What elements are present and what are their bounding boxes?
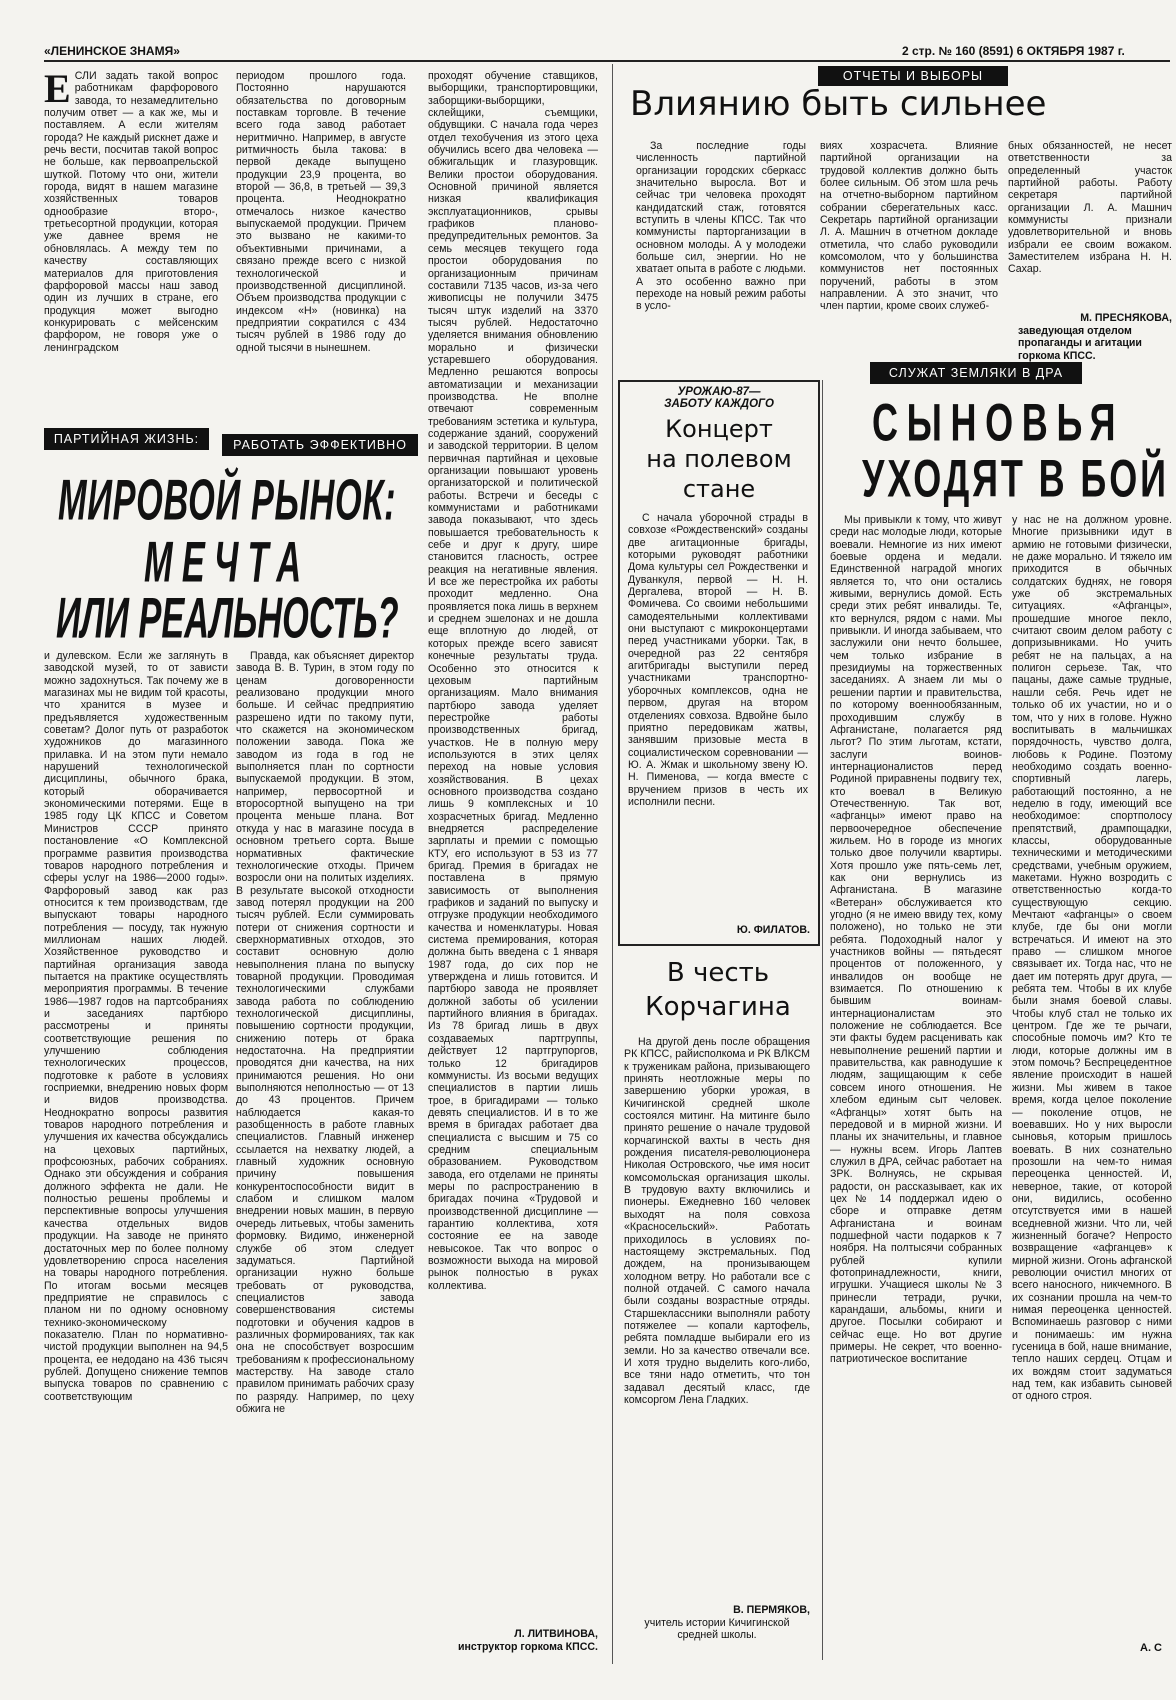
korchagin-signature xyxy=(624,1604,810,1642)
sons-title-line-2: УХОДЯТ В БОЙ xyxy=(862,449,1169,508)
elections-rubric: ОТЧЕТЫ И ВЫБОРЫ xyxy=(818,66,1008,86)
dropcap: Е xyxy=(44,70,71,111)
harvest-text xyxy=(628,512,808,892)
sons-col-1 xyxy=(830,514,1002,1654)
harvest-rubric-line-1: УРОЖАЮ-87— xyxy=(677,386,761,398)
elections-col-3-text: бных обязанностей, не несет ответственности за определенный участок партийной работы. Работу секретаря партийной организации Л. А. Машнич коммунисты признали удовлетворительной и вновь избрали ее своим вожаком. Заместителем избрана Н. Н. Сахар. xyxy=(1008,140,1172,276)
sons-title-line-1: СЫНОВЬЯ xyxy=(872,393,1125,452)
masthead-paper-name: «ЛЕНИНСКОЕ ЗНАМЯ» xyxy=(44,44,180,58)
sons-rubric: СЛУЖАТ ЗЕМЛЯКИ В ДРА xyxy=(870,362,1082,384)
party-col-1-text: и дулевском. Если же заглянуть в заводской музей, то от зависти можно задохнуться. Так почему же в магазинах мы не видим той красоты, что хранится в музее и предъявляется художественным советам? Долог путь от разработок художников до магазинного прилавка. И на этом пути немало нарушений технологической дисциплины, обычного брака, который оборачивается экономическими потерями. Еще в 1985 году ЦК КПСС и Советом Министров СССР принято постановление «О Комплексной программе развития производства товаров народного потребления и сферы услуг на 1986—2000 годы». Фарфоровый завод как раз относится к тем производствам, где выпускают товары народного потребления — посуду, так нужную миллионам наших людей. Хозяйственное руководство и партийная организация завода пытается на практике осуществлять мероприятия программы. В течение 1986—1987 годов на партсобраниях и заседаниях партбюро рассмотрены и приняты соответствующие решения по улучшению соблюдения технологических процессов, подготовке к работе в условиях госприемки, внедрению новых форм и видов производства. Неоднократно вопросы развития товаров народного потребления и улучшения их качества обсуждались на цеховых партийных, профсоюзных, рабочих собраниях. Однако эти обсуждения и собрания должного эффекта не дали. Не полностью решены проблемы и перспективные вопросы улучшения качества отдельных видов продукции. На заводе не принято достаточных мер по более полному удовлетворению спроса населения на товары народного потребления. По итогам восьми месяцев предприятие не справилось с планом ни по одному основному технико-экономическому показателю. План по нормативно-чистой продукции выполнен на 94,5 процента, ее недодано на 436 тысяч рублей. Допущено снижение темпов выпуска товаров по сравнению с соответствующим xyxy=(44,650,228,1403)
masthead-issue-info: 2 стр. № 160 (8591) 6 ОКТЯБРЯ 1987 г. xyxy=(902,44,1125,58)
korchagin-signature-name: В. ПЕРМЯКОВ, xyxy=(733,1604,810,1616)
party-rubric-right: РАБОТАТЬ ЭФФЕКТИВНО xyxy=(222,434,418,456)
harvest-title-line-3: стане xyxy=(682,475,756,503)
intro-col-2-text: периодом прошлого года. Постоянно нарушаются обязательства по договорным поставкам торговле. В течение всего года завод работает неритмично. Например, в августе ритмичность была такова: в первой декаде выпущено продукции 23,9 процента, во второй — 36,8, в третьей — 39,3 процента. Неоднократно отмечалось низкое качество выпускаемой продукции. Причем это вызвано не какими-то объективными причинами, а связано прежде всего с низкой технологической и производственной дисциплиной. Объем производства продукции с индексом «Н» (новинка) на предприятии сократился с 434 тысяч рублей в 1986 году до одной тысячи в нынешнем. xyxy=(236,70,406,354)
harvest-box xyxy=(618,380,820,946)
masthead-rule xyxy=(44,60,1170,62)
korchagin-col xyxy=(624,1036,810,1576)
elections-col-1-text: За последние годы численность партийной организации городских сберкасс значительно выросла. Вот и сейчас три человека проходят кандидатский стаж, готовятся вступить в члены КПСС. Так что коммунисты парторганизации в основном молоды. А у молодежи больше сил, энергии. Но не хватает опыта в работе с людьми. А это особенно важно при переходе на новый режим работы в усло- xyxy=(636,140,806,313)
korchagin-signature-role: учитель истории Кичигинской средней школы. xyxy=(644,1616,790,1641)
harvest-title-line-2: на полевом xyxy=(646,445,792,473)
party-col-3-text: проходят обучение ставщиков, выборщики, транспортировщики, заборщики-выборщики, склейщики, съемщики, обдувщики. С начала года через отдел техобучения из этого цеха обучились всего два человека — обжигальщик и глазуровщик. Велики простои оборудования. Основной причиной является низкая квалификация эксплуатационников, срывы графиков планово-предупредительных ремонтов. За семь месяцев текущего года простои оборудования по организационным причинам составили 7135 часов, из-за чего живописцы не получили 3475 тысяч штук изделий на 3370 тысяч рублей. Недостаточно уделяется внимания обновлению морально и физически устаревшего оборудования. Медленно решаются вопросы автоматизации и механизации производства. Не вполне отвечают современным требованиям эстетика и культура, содержание зданий, сооружений и заводской территории. В целом первичная партийная и цеховые организации повышают уровень организаторской и политической работы. Встречи и беседы с коммунистами и работниками завода показывают, что здесь повышается требовательность к себе и друг к другу, шире становится гласность, острее реакция на негативные явления. И все же перестройка их работы проходит медленно. Она проявляется пока лишь в верхнем и среднем эшелонах и не дошла еще вплотную до людей, от которых прежде всего зависят конечные результаты труда. Особенно это относится к цеховым партийным организациям. Мало внимания партбюро завода уделяет перестройке работы производственных бригад, участков. Не в полную меру используются в этих целях переход на новые условия хозяйствования. В цехах основного производства создано лишь 9 комплексных и 10 хозрасчетных бригад. Медленно внедряется распределение зарплаты и премии с помощью КТУ, его используют в 53 из 77 бригад. Премия в бригадах не поставлена в прямую зависимость от выполнения графиков и заданий по выпуску и отгрузке продукции необходимого качества и номенклатуры. Новая система премирования, которая должна быть введена с 1 января 1987 года, до сих пор не утверждена и лишь готовится. И партбюро завода не проявляет должной заботы об усилении партийного влияния в бригадах. Из 78 бригад лишь в двух создаваемых партгруппы, действует 12 партгрупоргов, только 12 бригадиров коммунисты. Из восьми ведущих специалистов в партии лишь трое, в бригадирами — только девять специалистов. И в то же время в бригадах работает два специалиста с высшим и 75 со средним специальным образованием. Руководством завода, его отделами не приняты меры по распространению в бригадах почина «Трудовой и производственной дисциплине — гарантию коллектива, хотя состояние ее на заводе невысокое. Так что вопрос о возможности выхода на мировой рынок полностью в руках коллектива. xyxy=(428,70,598,1292)
sons-col-2 xyxy=(1012,514,1172,1634)
elections-signature-role: заведующая отделом пропаганды и агитации горкома КПСС. xyxy=(1018,324,1142,362)
party-col-3 xyxy=(428,70,598,1625)
party-col-2 xyxy=(236,650,414,1660)
harvest-rubric-line-2: ЗАБОТУ КАЖДОГО xyxy=(664,398,774,410)
intro-col-1 xyxy=(44,70,218,422)
column-rule-1 xyxy=(612,64,613,1664)
party-title-line-1: МИРОВОЙ РЫНОК: xyxy=(58,469,397,533)
korchagin-text: На другой день после обращения РК КПСС, райисполкома и РК ВЛКСМ к труженикам района, призывающего принять неотложные меры по завершению уборки урожая, в Кичигинской средней школе состоялся митинг. На митинге было принято решение о начале трудовой корчагинской вахты в честь дня рождения писателя-революционера Николая Островского, чье имя носит комсомольская организация школы. В трудовую вахту включились и пионеры. Ежедневно 160 человек выходят на поля совхоза «Красносельский». Работать приходилось в условиях по-настоящему экстремальных. Под дождем, на пронизывающем холодном ветру. Но работали все с полной отдачей. С самого начала были созданы возрастные отряды. Старшеклассники выполняли работу потяжелее — копали картофель, ребята помладше выбирали его из земли. Но за качество отвечали все. И хотя трудно выделить кого-либо, все тяни надо отметить, что тон задавал десятый класс, где комсоргом Лена Гладких. xyxy=(624,1036,810,1406)
korchagin-title-line-2: Корчагина xyxy=(645,992,791,1022)
sons-col-1-text: Мы привыкли к тому, что живут среди нас молодые люди, которые воевали. Немногие из них имеют боевые ордена и медали. Единственной наградой многих является то, что они остались живыми, вернулись домой. Есть среди этих ребят инвалиды. Те, кто вернулся, рядом с нами. Мы привыкли. И иногда забываем, что заслужили они нечто большее, чем только избрание в президиумы на торжественных заседаниях. А знаем ли мы о решении партии и правительства, по которому военнообязанным, проходившим службу в Афганистане, полагается ряд льгот? По этим льготам, кстати, заслуги воинов-интернационалистов перед Родиной приравнены подвигу тех, кто воевал в Великую Отечественную. Так вот, «афганцы» имеют право на первоочередное обеспечение жильем. Но в городе из многих только двое получили квартиры. Хотя прошло уже пять-семь лет, как они вернулись из Афганистана. В магазине «Ветеран» обслуживается кто угодно (я не имею ввиду тех, кому положено), но только не эти ребята. Подоходный налог у участников войны — пятьдесят процентов от положенного, у инвалидов он вообще не взимается. По отношению к бывшим воинам-интернационалистам это положение не соблюдается. Все эти факты будем расценивать как невыполнение решений партии и правительства, как равнодушие к людям, защищающим к себе совсем иного отношения. Не хлебом единым сыт человек. «Афганцы» хотят быть на передовой и в мирной жизни. И планы их значительны, и главное — нужны всем. Игорь Лаптев служил в ДРА, сейчас работает на ЗРК. Волнуясь, не скрывая радости, он рассказывает, как их цех № 14 поддержал идею о сборе и отправке детям Афганистана и воинам подшефной части подарков к 7 ноября. На полтысячи собранных рублей купили фотопринадлежности, книги, игрушки. Учащиеся школы № 3 принесли тетради, ручки, карандаши, альбомы, книги и другое. Посылки собирают и сейчас еще. Но вот другие примеры. Не секрет, что военно-патриотическое воспитание xyxy=(830,514,1002,1366)
harvest-title-line-1: Концерт xyxy=(665,415,773,443)
party-col-1 xyxy=(44,650,228,1660)
party-signature-role: инструктор горкома КПСС. xyxy=(457,1640,598,1653)
party-rubric xyxy=(44,428,418,458)
party-signature xyxy=(428,1628,598,1653)
sons-col-2-text: у нас не на должном уровне. Многие призывники идут в армию не готовыми физически, не даже морально. И тяжело им приходится в обычных солдатских буднях, не говоря уже об экстремальных ситуациях. «Афганцы», прошедшие многое пекло, считают своим делом работу с допризывниками. Но учить ребят не на пальцах, а на полигон серьезе. Так, что пацаны, даже самые трудные, нашли себя. Речь идет не только об их участии, но и о том, что у них в голове. Нужно воспитывать в мальчишках порядочность, чувство долга, любовь к Родине. Поэтому необходимо создать военно-спортивный лагерь, работающий постоянно, а не неделю в году, имеющий все необходимое: спортполосу препятствий, дрампощадки, классы, оборудованные техническими и методическими средствами, учебным оружием, макетами. Нужно возродить с ответственностью когда-то существующую секцию. Мечтают «афганцы» о своем клубе, где бы они могли встречаться. И имеют на это право — слишком многое связывает их. Тогда нас, что не дает им потерять друг друга, — ребята тем. Чтобы в их клубе были знамя боевой славы. Чтобы клуб стал не только их центром. Где же те рычаги, способные помочь им? Кто те люди, которые должны им в этом помочь? Беспрецедентное явление происходит в нашей жизни. Мы живем в такое время, когда целое поколение — поколение отцов, не воевавших. Но у них выросли сыновья, которым пришлось воевать. В них сознательно прозошли на чем-то нимая переоценка ценностей. И, неверное, такие, от которой они, видились, особенно отсутствуется ими в нашей вседневной жизни. Что ли, чей жизненный богаче? Непросто возвращение «афганцев» к мирной жизни. Огонь афганской революции очистил многих от всего наносного, никчемного. В их сознании прошла на чем-то нимая переоценка ценностей. Вспоминаешь разговор с ними и понимаешь: им нужна гусеница в бой, наше внимание, тепло наших сердец. Отцам и их вождям стоит задуматься над тем, как избавить сыновей от одного строя. xyxy=(1012,514,1172,1403)
elections-col-2-text: виях хозрасчета. Влияние партийной организации на трудовой коллектив должно быть более сильным. Об этом шла речь на отчетно-выборном партийном собрании сберегательных касс. Секретарь партийной организации Л. А. Машнич в отчетном докладе отметила, что слабо руководили комсомолом, что у большинства коммунистов нет постоянных поручений, работы в этом направлении. А это значит, что член партии, кроме своих служеб- xyxy=(820,140,998,313)
harvest-text-body: С начала уборочной страды в совхозе «Рождественский» созданы две агитационные бригады, которыми руководят работники Дома культуры сел Рождественки и Дуванкуля, первой — Н. Н. Дергалева, второй — Н. В. Фомичева. Со своими небольшими самодеятельными коллективами они выступают с микроконцертами перед участниками уборки. Так, в очередной раз 22 сентября агитбригады выступили перед участниками транспортно-уборочных комплексов, одна не первом, другая на втором отделениях совхоза. Вдвойне было приятно передовикам жатвы, занявшим призовые места в социалистическом соревновании — Ю. А. Жмак и школьному звену Ю. Н. Пименова, — когда вместе с вручением призов в честь их исполнили песни. xyxy=(628,512,808,808)
korchagin-title-line-1: В честь xyxy=(666,958,770,988)
elections-title: Влиянию быть сильнее xyxy=(630,84,1047,124)
elections-signature-name: М. ПРЕСНЯКОВА, xyxy=(1080,312,1172,324)
elections-signature xyxy=(1008,312,1172,362)
intro-col-2 xyxy=(236,70,406,422)
intro-col-1-text: СЛИ задать такой вопрос работникам фарфорового завода, то незамедлительно получим ответ — а как же, мы и поставляем. А если жителям города? Не каждый рискнет даже и речь вести, посчитав такой вопрос не больше, как первоапрельской шуткой. Потому что они, жители города, видят в нашем магазине хозяйственных товаров однообразие второ-, третьесортной продукции, которая уже давнее время не обновлялась. А между тем по качеству составляющих материалов для приготовления фарфоровой массы наш завод один из лучших в стране, его продукция может выгодно конкурировать с мейсенским фарфором, не говоря уже о ленинградском xyxy=(44,70,218,354)
harvest-signature: Ю. ФИЛАТОВ. xyxy=(736,924,810,936)
sons-signature: А. С xyxy=(1140,1642,1162,1654)
party-rubric-left: ПАРТИЙНАЯ ЖИЗНЬ: xyxy=(44,428,209,450)
party-signature-name: Л. ЛИТВИНОВА, xyxy=(514,1628,598,1640)
elections-col-1 xyxy=(636,140,806,352)
elections-col-3 xyxy=(1008,140,1172,312)
column-rule-2 xyxy=(822,380,823,1660)
party-title-line-2: МЕЧТА xyxy=(144,531,311,595)
party-col-2-text: Правда, как объясняет директор завода В. В. Турин, в этом году по ценам договоренности реализовано продукции много больше. И сейчас предприятию разрешено идти по такому пути, что скажется на экономическом положении завода. Пока же заводом из года в год не выполняется план по сортности выпускаемой продукции. В этом, например, первосортной и второсортной выпущено на три процента меньше плана. Вот откуда у нас в магазине посуда в основном третьего сорта. Выше нормативных фактические технологические отходы. Причем возросли они на политых изделиях. В результате высокой отходности завод потерял продукции на 200 тысяч рублей. Если суммировать потери от снижения сортности и сверхнормативных отходов, это составит основную долю невыполнения плана по выпуску товарной продукции. Проводимая технологическими службами завода работа по соблюдению технологической дисциплины, повышению сортности продукции, снижению потерь от брака недостаточна. На предприятии проводятся дни качества, на них принимаются решения. Но они выполняются неполностью — от 13 до 43 процентов. Причем наблюдается какая-то разобщенность в работе главных специалистов. Главный инженер ссылается на нехватку людей, а главный художник основную причину повышения конкурентоспособности видит в слабом и слишком малом внедрении новых машин, в первую очередь литьевых, чтобы заменить формовку. Видимо, инженерной службе об этом следует задуматься. Партийной организации нужно больше требовать от руководства, специалистов завода совершенствования системы подготовки и обучения кадров в различных формированиях, так как она не способствует возросшим требованиям к профессиональному мастерству. На заводе стало правилом принимать рабочих сразу по разряду. Например, по цеху обжига не xyxy=(236,650,414,1415)
party-title-line-3: ИЛИ РЕАЛЬНОСТЬ? xyxy=(56,587,399,651)
elections-col-2 xyxy=(820,140,998,352)
